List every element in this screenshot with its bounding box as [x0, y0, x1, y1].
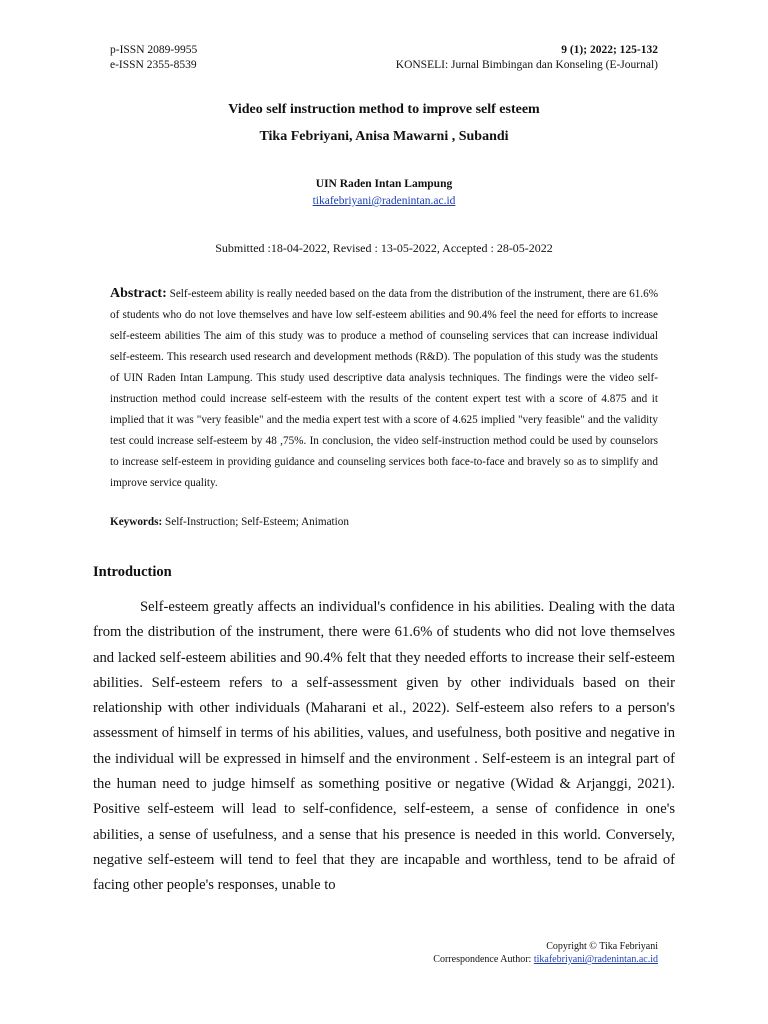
author-email-link[interactable]: tikafebriyani@radenintan.ac.id [312, 195, 456, 207]
p-issn: p-ISSN 2089-9955 [110, 44, 198, 56]
affiliation: UIN Raden Intan Lampung [315, 178, 453, 190]
journal-info-block [396, 43, 658, 73]
paper-title: Video self instruction method to improve self esteem [228, 102, 540, 117]
e-issn: e-ISSN 2355-8539 [110, 59, 197, 71]
keywords-text: Self-Instruction; Self-Esteem; Animation [165, 516, 349, 528]
issue-info: 9 (1); 2022; 125-132 [561, 44, 658, 56]
copyright: Copyright © Tika Febriyani [546, 941, 658, 952]
submission-dates: Submitted :18-04-2022, Revised : 13-05-2022, Accepted : 28-05-2022 [215, 241, 553, 255]
introduction-paragraph: Self-esteem greatly affects an individual's confidence in his abilities. Dealing with the data from the distribution of the instrument, there were 61.6% of students who did not love themselves and lacked self-esteem abilities and 90.4% felt that they needed efforts to increase their self-esteem abilities. Self-esteem refers to a self-assessment given by other individuals based on their relationship with other individuals (Maharani et al., 2022). Self-esteem also refers to a person's assessment of himself in terms of his abilities, values, and usefulness, both positive and negative in the individual will be expressed in himself and the environment . Self-esteem is an integral part of the human need to judge himself as something positive or negative (Widad & Arjanggi, 2021). Positive self-esteem will lead to self-confidence, self-esteem, a sense of confidence in one's abilities, a sense of usefulness, and a sense that his presence is needed in this world. Conversely, negative self-esteem will tend to feel that they are incapable and worthless, tend to be afraid of facing other people's responses, unable to [93, 599, 675, 894]
journal-name: KONSELI: Jurnal Bimbingan dan Konseling (E-Journal) [395, 59, 658, 71]
correspondence-label: Correspondence Author: [433, 954, 532, 965]
correspondence-email-link[interactable]: tikafebriyani@radenintan.ac.id [533, 954, 658, 965]
keywords-label: Keywords: [110, 516, 163, 528]
page-footer [433, 940, 658, 966]
abstract [110, 283, 658, 494]
keywords [110, 516, 658, 528]
abstract-text: Self-esteem ability is really needed based on the data from the distribution of the instrument, there are 61.6% of students who do not love themselves and have low self-esteem abilities and 90.4% feel the need for efforts to increase self-esteem abilities The aim of this study was to produce a method of counseling services that can increase individual self-esteem. This research used research and development methods (R&D). The population of this study was the students of UIN Raden Intan Lampung. This study used descriptive data analysis techniques. The findings were the video self-instruction method could increase self-esteem with the results of the content expert test with a score of 4.875 and it implied that it was "very feasible" and the media expert test with a score of 4.625 implied "very feasible" and the validity test could increase self-esteem by 48 ,75%. In conclusion, the video self-instruction method could be used by counselors to increase self-esteem in providing guidance and counseling services both face-to-face and bravely so as to simplify and improve service quality. [110, 288, 659, 489]
paper-authors: Tika Febriyani, Anisa Mawarni , Subandi [259, 129, 509, 144]
introduction-heading: Introduction [93, 564, 172, 580]
journal-issn-block [110, 43, 197, 73]
abstract-label: Abstract: [110, 286, 167, 301]
correspondence [433, 953, 658, 966]
